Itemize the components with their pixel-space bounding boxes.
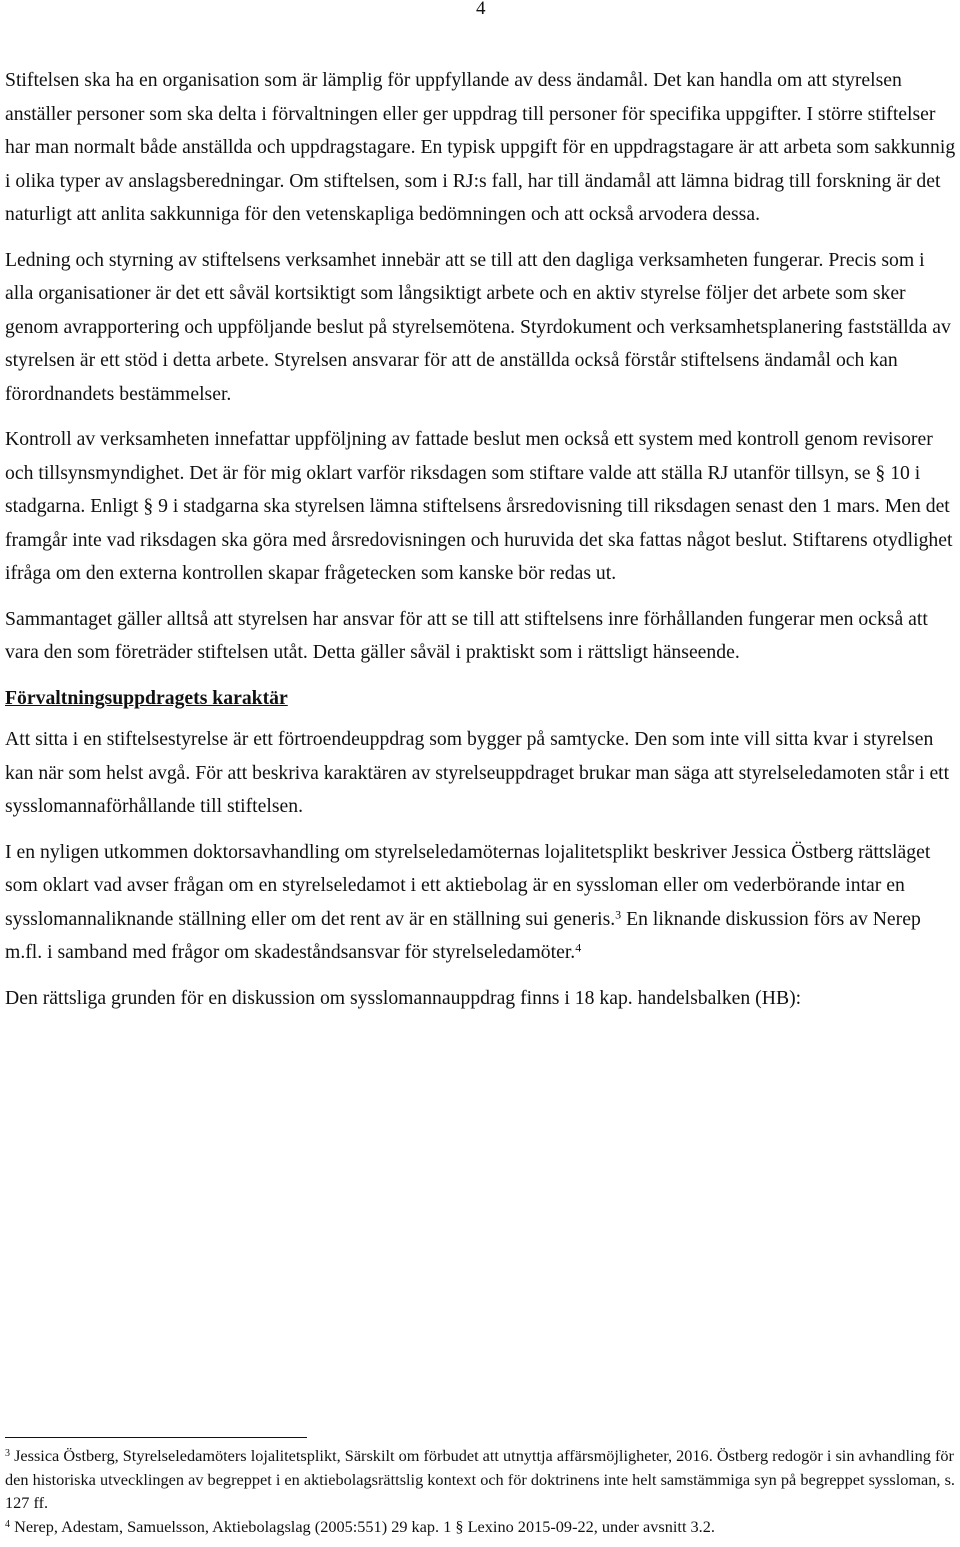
paragraph-ledning <box>5 244 957 412</box>
paragraph-text: En liknande diskussion förs av Nerep m.fl. i samband med frågor om skadeståndsansvar för styrelseledamöter. <box>5 907 921 963</box>
paragraph-text: Stiftelsen ska ha en organisation som är lämplig för uppfyllande av dess ändamål. Det kan handla om att styrelsen anställer personer som ska delta i förvaltningen eller ger uppdrag till personer för specifika uppgifter. I större stiftelser har man normalt både anställda och uppdragstagare. En typisk uppgift för en uppdragstagare är att arbeta som sakkunnig i olika typer av anslagsberedningar. Om stiftelsen, som i RJ:s fall, har till ändamål att lämna bidrag till forskning är det naturligt att anlita sakkunniga för den vetenskapliga bedömningen och att också arvodera dessa. <box>5 69 956 225</box>
paragraph-fortroendeuppdrag <box>5 723 957 824</box>
footnote-4 <box>5 1515 957 1539</box>
footnote-text: Nerep, Adestam, Samuelsson, Aktiebolagslag (2005:551) 29 kap. 1 § Lexino 2015-09-22, under avsnitt 3.2. <box>10 1516 715 1536</box>
footnote-number: 4 <box>5 1518 10 1530</box>
page-number: 4 <box>476 0 486 19</box>
paragraph-doktorsavhandling <box>5 836 957 970</box>
section-heading: Förvaltningsuppdragets karaktär <box>5 686 288 709</box>
paragraph-text: Att sitta i en stiftelsestyrelse är ett förtroendeuppdrag som bygger på samtycke. Den som inte vill sitta kvar i styrelsen kan när som helst avgå. För att beskriva karaktären av styrelseuppdraget brukar man säga att styrelseledamoten står i ett sysslomannaförhållande till stiftelsen. <box>5 728 950 817</box>
footnote-separator <box>5 1437 307 1438</box>
paragraph-organisation <box>5 64 957 232</box>
paragraph-kontroll <box>5 423 957 591</box>
footnote-reference-3[interactable]: 3 <box>615 906 622 921</box>
paragraph-text: Sammantaget gäller alltså att styrelsen har ansvar för att se till att stiftelsens inre förhållanden fungerar men också att vara den som företräder stiftelsen utåt. Detta gäller såväl i praktiskt som i rättsligt hänseende. <box>5 607 928 663</box>
footnote-reference-4[interactable]: 4 <box>575 940 582 955</box>
paragraph-rattsliga-grunden <box>5 982 957 1016</box>
paragraph-text: Kontroll av verksamheten innefattar uppföljning av fattade beslut men också ett system med kontroll genom revisorer och tillsynsmyndighet. Det är för mig oklart varför riksdagen som stiftare valde att ställa RJ utanför tillsyn, se § 10 i stadgarna. Enligt § 9 i stadgarna ska styrelsen lämna stiftelsens årsredovisning till riksdagen senast den 1 mars. Men det framgår inte vad riksdagen ska göra med årsredovisningen och huruvida det ska fattas något beslut. Stiftarens otydlighet ifråga om den externa kontrollen skapar frågetecken som kanske bör redas ut. <box>5 428 953 584</box>
paragraph-text: Ledning och styrning av stiftelsens verksamhet innebär att se till att den dagliga verksamheten fungerar. Precis som i alla organisationer är det ett såväl kortsiktigt som långsiktigt arbete och en aktiv styrelse följer det arbete som sker genom avrapportering och uppföljande beslut på styrelsemötena. Styrdokument och verksamhetsplanering fastställda av styrelsen är ett stöd i detta arbete. Styrelsen ansvarar för att de anställda också förstår stiftelsens ändamål och kan förordnandets bestämmelser. <box>5 248 951 405</box>
footnote-number: 3 <box>5 1448 10 1459</box>
footnote-text: Jessica Östberg, Styrelseledamöters lojalitetsplikt, Särskilt om förbudet att utnyttja affärsmöjligheter, 2016. Östberg redogör i sin avhandling för den historiska utvecklingen av begreppet i en aktiebolagsrättslig kontext och för doktrinens inte helt samstämmiga syn på begreppet syssloman, s. 127 ff. <box>5 1446 955 1512</box>
paragraph-text: Den rättsliga grunden för en diskussion om sysslomannauppdrag finns i 18 kap. handelsbalken (HB): <box>5 986 802 1009</box>
paragraph-text: I en nyligen utkommen doktorsavhandling om styrelseledamöternas lojalitetsplikt beskriver Jessica Östberg rättsläget som oklart vad avser frågan om en styrelseledamot i ett aktiebolag är en syssloman eller om vederbörande intar en sysslomannaliknande ställning eller om det rent av är en ställning sui generis. <box>5 840 931 930</box>
body-text <box>5 64 957 1027</box>
footnote-3 <box>5 1444 957 1515</box>
footnotes <box>5 1444 957 1538</box>
paragraph-sammantaget <box>5 603 957 670</box>
